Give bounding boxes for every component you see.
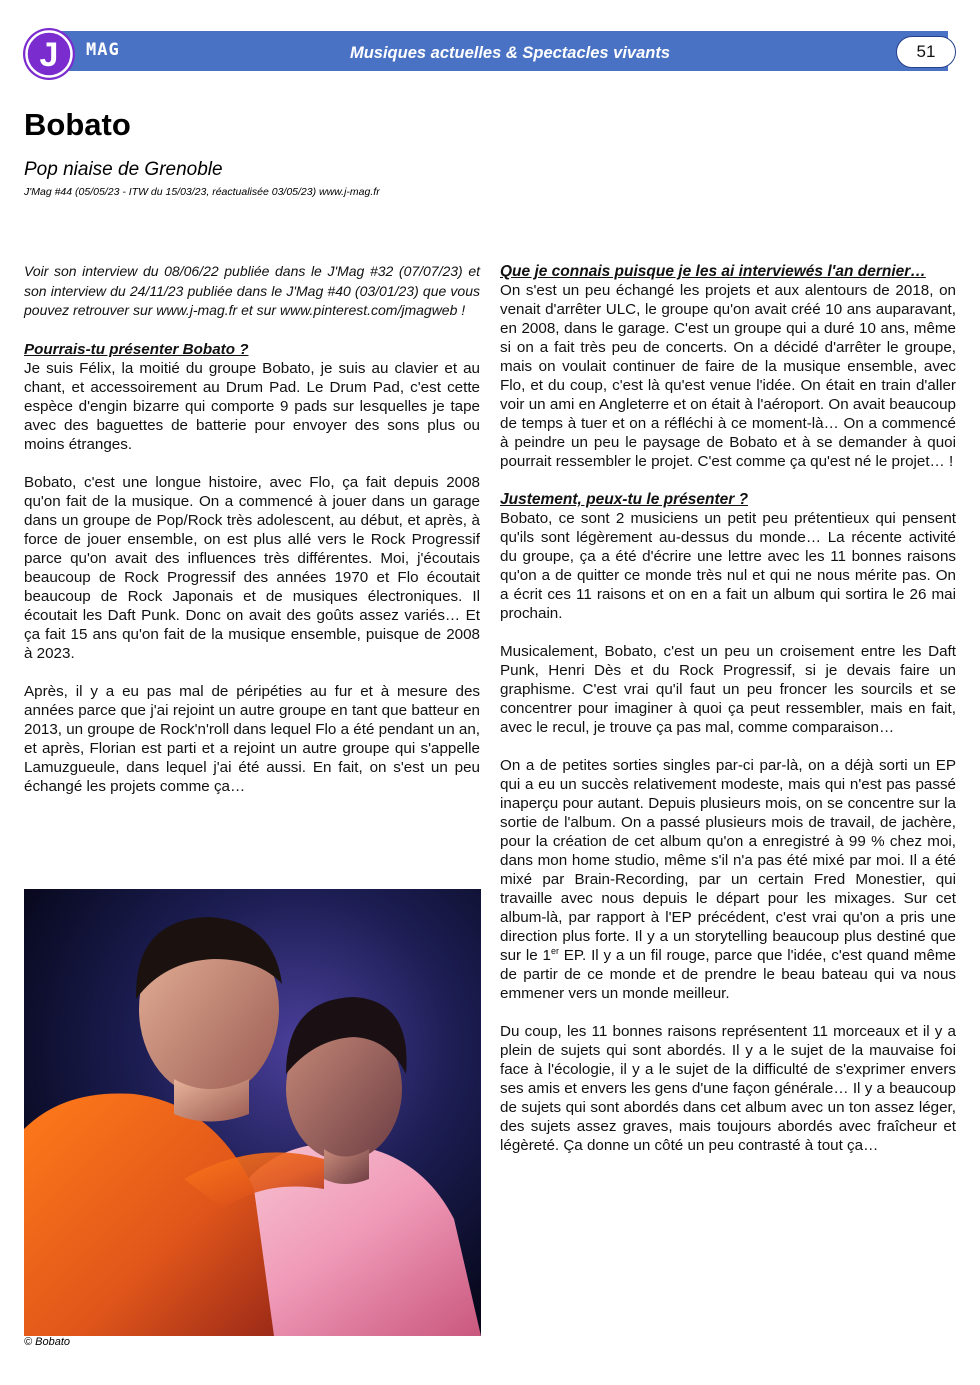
- ordinal-superscript: er: [550, 945, 559, 956]
- left-column: [24, 262, 480, 815]
- answer-1-paragraph-1: Je suis Félix, la moitié du groupe Bobato, je suis au clavier et au chant, et accessoirement au Drum Pad. Le Drum Pad, c'est cette espèce d'engin bizarre qui comporte 9 pads sur lesquelles je tape avec des baguettes de batterie pour envoyer des sons plus ou moins étranges.: [24, 359, 480, 453]
- answer-3-paragraph-3-end: EP. Il y a un fil rouge, parce que l'idée, c'est quand même de partir de ce monde et de prendre le beau bateau qui va nous emmener vers un monde meilleur.: [500, 947, 957, 1002]
- right-column: [500, 262, 956, 1174]
- answer-2: On s'est un peu échangé les projets et aux alentours de 2018, on venait d'arrêter ULC, le groupe qu'on avait créé 10 ans auparavant, en 2008, dans le garage. C'est un groupe qui a duré 10 ans, même si on a fait très peu de concerts. On a décidé d'arrêter le groupe, mais on voulait continuer de faire de la musique ensemble, avec Flo, et du coup, c'est là qu'est venue l'idée. On était en train d'aller voir un ami en Angleterre et on était à l'aéroport. On avait beaucoup de temps à tuer et on a réfléchi à ce moment-là… On a commencé à peindre un peu le paysage de Bobato et à se demander à quoi pourrait ressembler le projet. C'est comme ça qu'est né le projet… !: [500, 282, 956, 470]
- article-subtitle: Pop niaise de Grenoble: [24, 159, 223, 180]
- answer-3-paragraph-3-start: On a de petites sorties singles par-ci par-là, on a déjà sorti un EP qui a eu un succès relativement modeste, mais qui n'est pas passé inaperçu pour autant. Depuis plusieurs mois, on se concentre sur la sortie de l'album. On a passé plusieurs mois de travail, de jachère, pour la création de cet album qu'on a enregistré à 99 % chez moi, dans mon home studio, même s'il n'a pas été mixé par moi. Il a été mixé par Brain-Recording, par un certain Fred Monestier, qui travaille avec nous depuis le départ pour les mixages. Sur cet album-là, par rapport à l'EP précédent, c'est vrai qu'on a pris une direction plus forte. Il y a un storytelling beaucoup plus destiné que sur le 1: [500, 757, 956, 964]
- section-title: Musiques actuelles & Spectacles vivants: [349, 44, 671, 62]
- photo-credit: © Bobato: [24, 1336, 71, 1348]
- answer-3-paragraph-2: Musicalement, Bobato, c'est un peu un croisement entre les Daft Punk, Henri Dès et du Rock Progressif, si je devais faire un graphisme. C'est vrai qu'il faut un peu froncer les sourcils et se concentrer pour imaginer à quoi ça peut ressembler, mais en fait, avec le recul, je trouve ça pas mal, comme comparaison…: [500, 643, 956, 736]
- logo-letter: J: [39, 36, 59, 74]
- question-1: Pourrais-tu présenter Bobato ?: [24, 340, 249, 358]
- intro-paragraph: Voir son interview du 08/06/22 publiée dans le J'Mag #32 (07/07/23) et son interview du 24/11/23 publiée dans le J'Mag #40 (03/01/23) que vous pouvez retrouver sur www.j-mag.fr et sur www.pinterest.com/jmagweb !: [24, 263, 480, 318]
- qa-block-3: [500, 490, 956, 623]
- qa-block-1: [24, 340, 480, 454]
- answer-3-paragraph-1: Bobato, ce sont 2 musiciens un petit peu prétentieux qui pensent qu'ils sont légèrement au-dessus du monde… La récente activité du groupe, ça a été d'écrire une lettre avec les 11 bonnes raisons qu'on a de quitter ce monde très nul et qui ne nous mérite pas. On a écrit ces 11 raisons et on en a fait un album qui sortira le 26 mai prochain.: [500, 510, 956, 622]
- brand-suffix: MAG: [86, 40, 120, 60]
- question-2: Que je connais puisque je les ai interviewés l'an dernier…: [500, 263, 926, 280]
- question-3: Justement, peux-tu le présenter ?: [500, 491, 749, 508]
- qa-block-2: [500, 262, 956, 471]
- answer-3-paragraph-4: Du coup, les 11 bonnes raisons représentent 11 morceaux et il y a plein de sujets qui sont abordés. Il y a le sujet de la mauvaise foi face à l'écologie, il y a le sujet de la difficulté de s'exprimer envers ses amis et envers les gens d'une façon générale… Il y a beaucoup de sujets qui sont abordés dans cet album avec un ton assez léger, des sujets assez graves, mais toujours abordés avec fraîcheur et légèreté. Ça donne un côté un peu contrasté à tout ça…: [500, 1023, 956, 1154]
- page-number: 51: [896, 36, 956, 68]
- article-title: Bobato: [24, 107, 131, 142]
- band-photo: [24, 889, 481, 1336]
- answer-1-paragraph-3: Après, il y a eu pas mal de péripéties au fur et à mesure des années parce que j'ai rejoint un autre groupe en tant que batteur en 2013, un groupe de Rock'n'roll dans lequel Flo a été pendant un an, et après, Florian est parti et a rejoint un autre groupe qui s'appelle Lamuzgueule, dans lequel j'ai été aussi. En fait, on s'est un peu échangé les projets comme ça…: [24, 682, 480, 795]
- answer-1-paragraph-2: Bobato, c'est une longue histoire, avec Flo, ça fait depuis 2008 qu'on fait de la musique. On a commencé à jouer dans un garage dans un groupe de Pop/Rock très adolescent, au début, et après, à force de jouer ensemble, on est plus allé vers le Rock Progressif parce qu'on avait des influences très différentes. Moi, j'écoutais beaucoup de Rock Progressif des années 1970 et Flo écoutait beaucoup de Rock Japonais et de musiques électroniques. Il écoutait les Daft Punk. Donc on avait des goûts assez variés… Et ça fait 15 ans qu'on fait de la musique ensemble, puisque de 2008 à 2023.: [24, 473, 480, 662]
- answer-3-paragraph-3: [500, 756, 956, 1003]
- article-meta: J'Mag #44 (05/05/23 - ITW du 15/03/23, réactualisée 03/05/23) www.j-mag.fr: [24, 186, 380, 198]
